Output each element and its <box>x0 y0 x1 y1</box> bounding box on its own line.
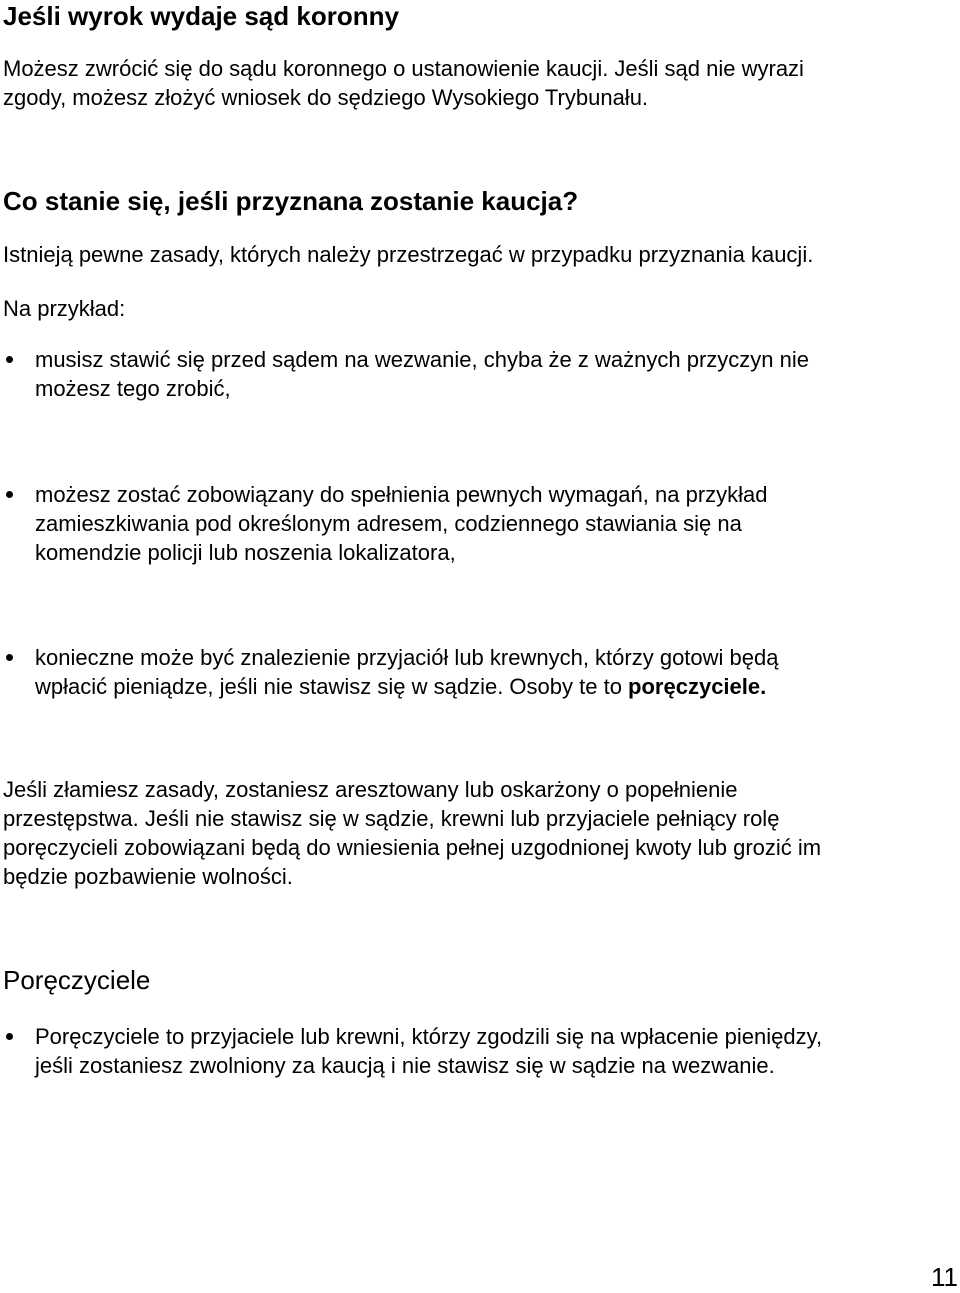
list-item-text: wpłacić pieniądze, jeśli nie stawisz się w sądzie. Osoby te to <box>35 674 629 699</box>
list-item-line: zamieszkiwania pod określonym adresem, codziennego stawiania się na <box>35 511 742 536</box>
page-number: 11 <box>931 1262 958 1292</box>
paragraph-line: Istnieją pewne zasady, których należy przestrzegać w przypadku przyznania kaucji. <box>3 242 814 267</box>
paragraph-example-label <box>3 294 953 323</box>
paragraph-rules-intro <box>3 240 953 269</box>
bullet-icon <box>6 654 13 661</box>
paragraph-crown-court <box>3 54 953 112</box>
list-item-line: możesz tego zrobić, <box>35 376 231 401</box>
bullet-icon <box>6 491 13 498</box>
paragraph-line: będzie pozbawienie wolności. <box>3 864 293 889</box>
paragraph-line: Jeśli złamiesz zasady, zostaniesz aresztowany lub oskarżony o popełnienie <box>3 777 738 802</box>
section-heading-crown-court: Jeśli wyrok wydaje sąd koronny <box>3 1 399 31</box>
list-item-line: Poręczyciele to przyjaciele lub krewni, którzy zgodzili się na wpłacenie pieniędzy, <box>35 1024 823 1049</box>
list-item-line <box>35 672 778 701</box>
list-item-line: musisz stawić się przed sądem na wezwanie, chyba że z ważnych przyczyn nie <box>35 347 809 372</box>
bullet-icon <box>6 1033 13 1040</box>
paragraph-line: przestępstwa. Jeśli nie stawisz się w sądzie, krewni lub przyjaciele pełniący rolę <box>3 806 780 831</box>
paragraph-line: Na przykład: <box>3 296 126 321</box>
paragraph-line: zgody, możesz złożyć wniosek do sędziego Wysokiego Trybunału. <box>3 85 649 110</box>
bullet-icon <box>6 356 13 363</box>
paragraph-breaking-rules <box>3 775 953 891</box>
list-item-line: komendzie policji lub noszenia lokalizatora, <box>35 540 456 565</box>
section-heading-bail-granted: Co stanie się, jeśli przyznana zostanie kaucja? <box>3 186 579 216</box>
section-heading-sureties: Poręczyciele <box>3 965 151 995</box>
sureties-term: poręczyciele. <box>628 674 767 699</box>
list-item-line: możesz zostać zobowiązany do spełnienia pewnych wymagań, na przykład <box>35 482 768 507</box>
list-item-line: jeśli zostaniesz zwolniony za kaucją i nie stawisz się w sądzie na wezwanie. <box>35 1053 775 1078</box>
paragraph-line: Możesz zwrócić się do sądu koronnego o ustanowienie kaucji. Jeśli sąd nie wyrazi <box>3 56 804 81</box>
paragraph-line: poręczycieli zobowiązani będą do wniesienia pełnej uzgodnionej kwoty lub grozić im <box>3 835 822 860</box>
list-item-line: konieczne może być znalezienie przyjaciół lub krewnych, którzy gotowi będą <box>35 645 779 670</box>
